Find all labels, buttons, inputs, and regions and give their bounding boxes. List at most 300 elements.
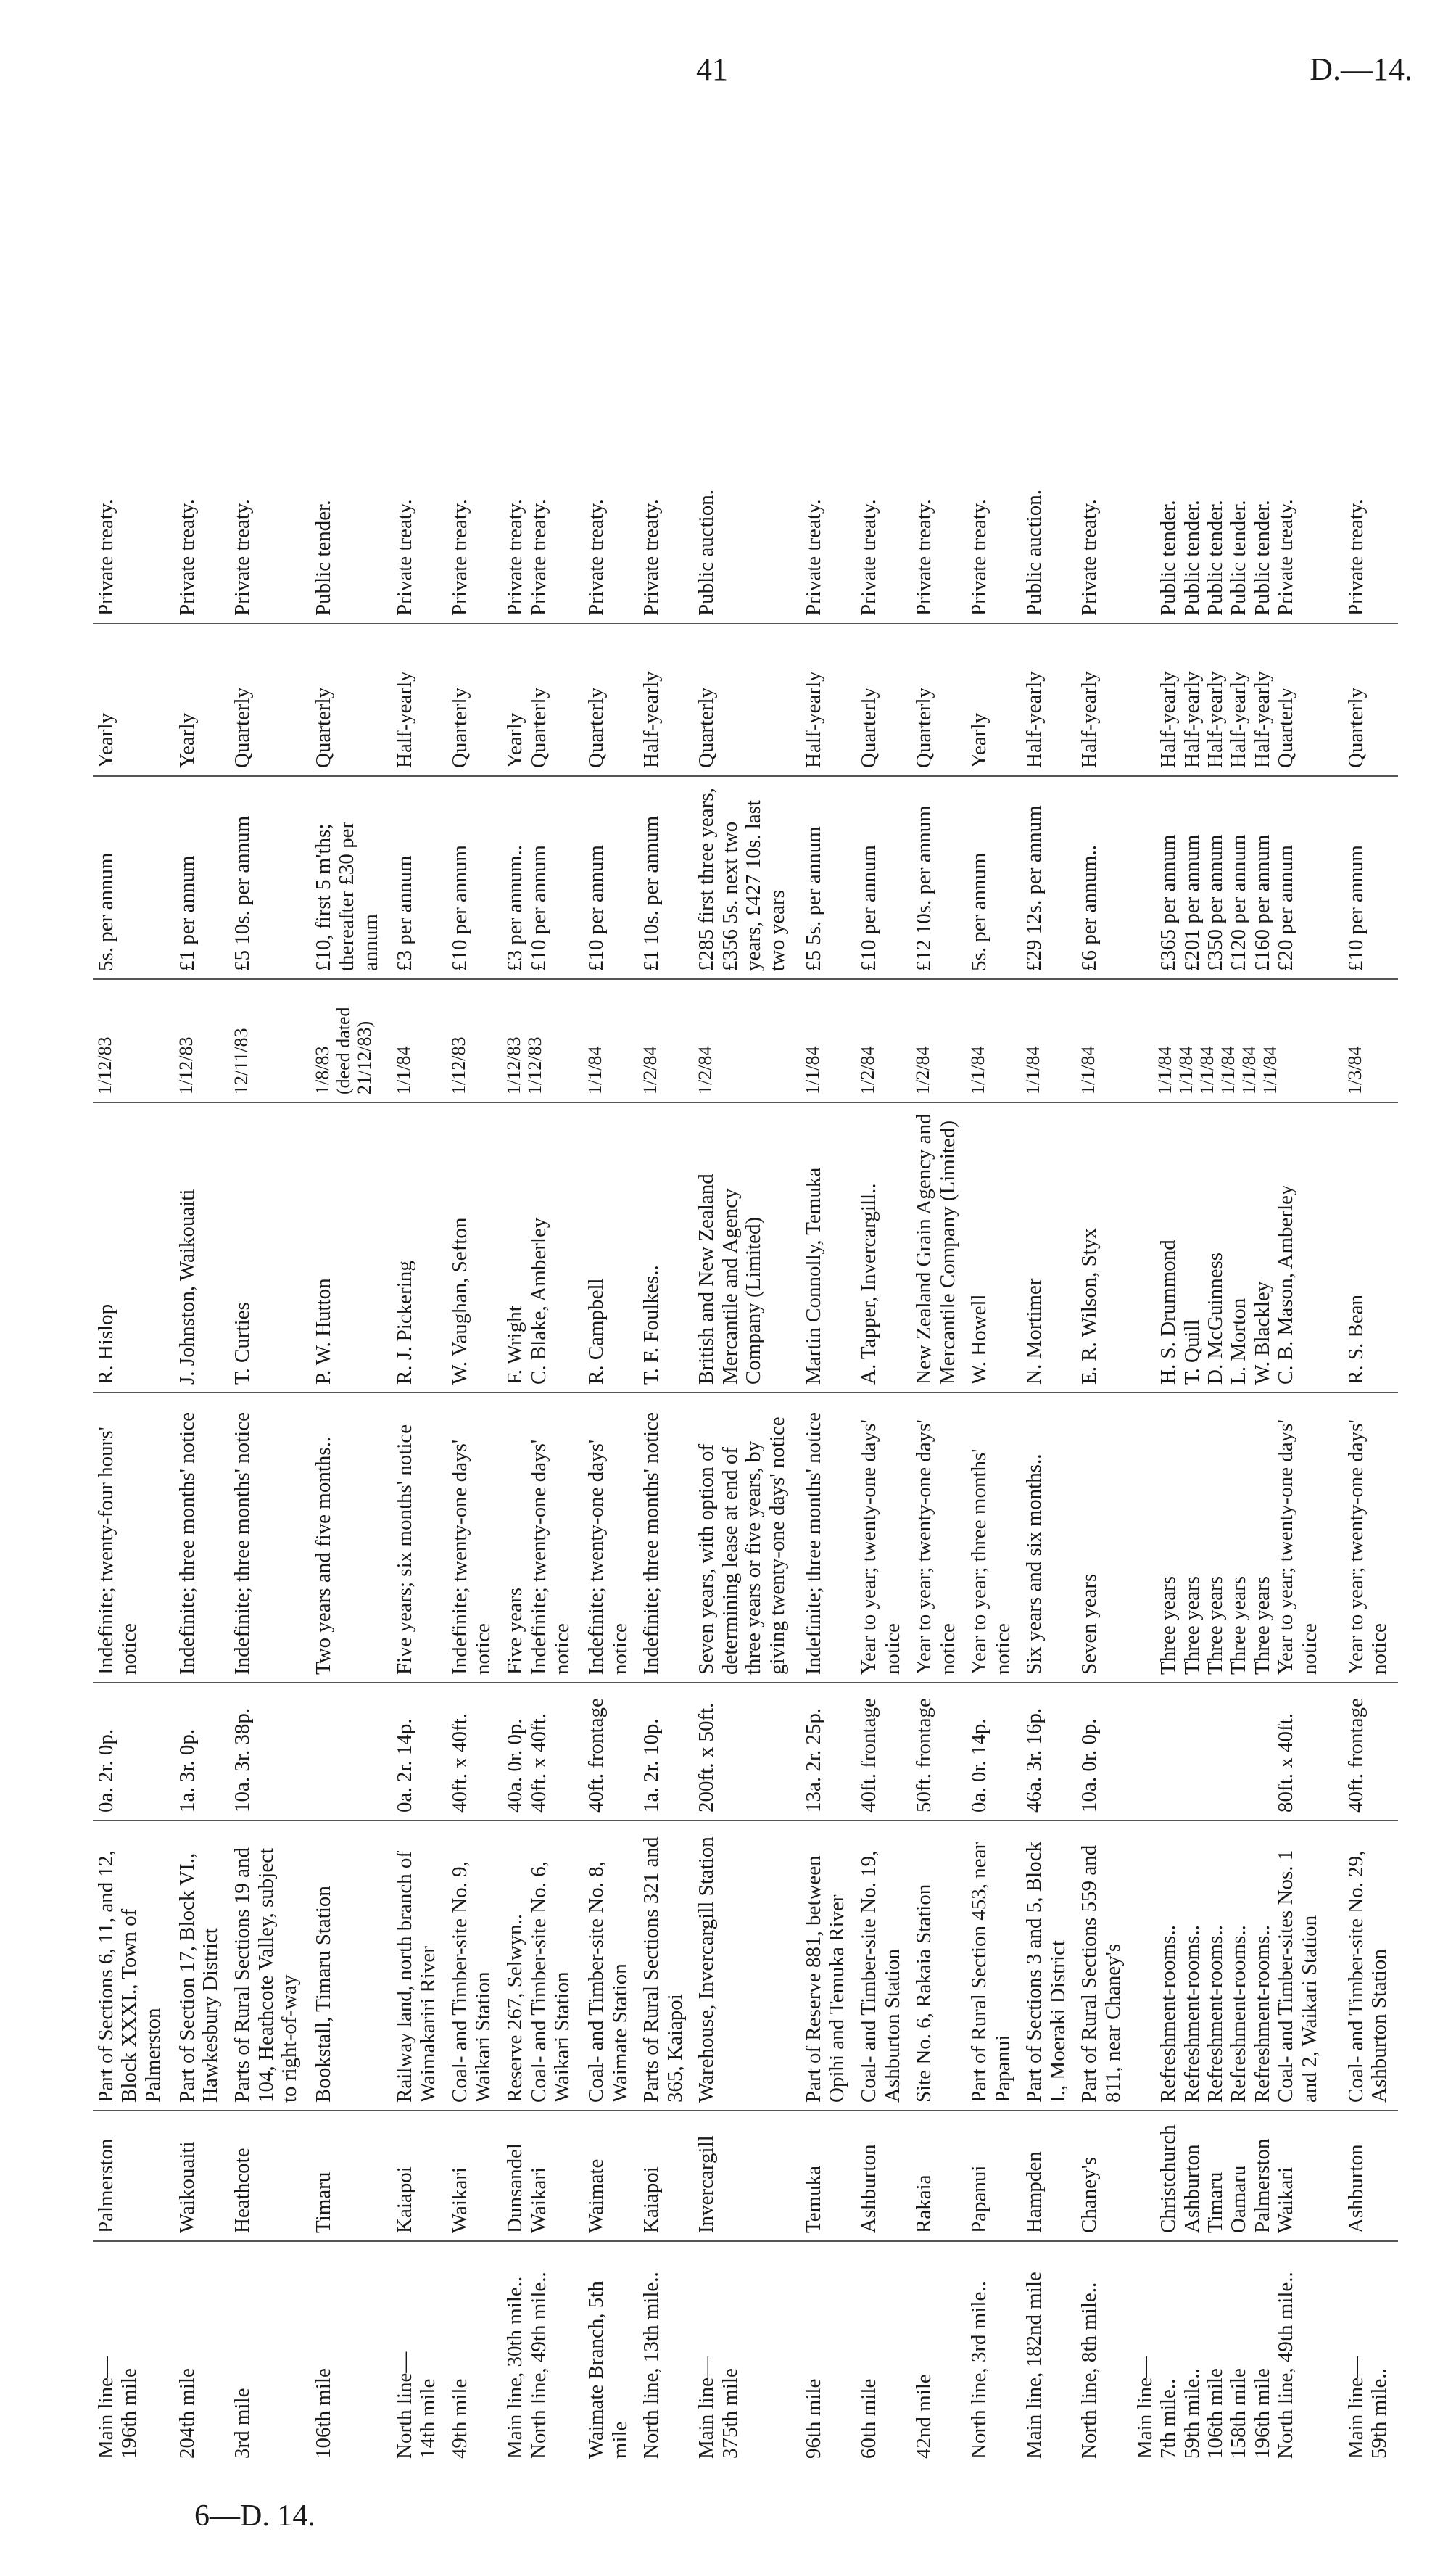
cell-term [966, 1393, 1021, 1683]
cell-text: 1/12/83 [448, 1036, 469, 1094]
cell-commenced [1343, 979, 1398, 1102]
cell-rental [447, 776, 502, 979]
cell-text: 40ft. frontage [1344, 1698, 1368, 1813]
cell-text: £29 12s. per annum [1022, 805, 1046, 971]
cell-text: 1/3/84 [1344, 1046, 1365, 1094]
cell-station [1343, 2111, 1398, 2241]
cell-text: Two years and five months.. [311, 1436, 335, 1675]
cell-text: Five years; six months' notice [392, 1424, 416, 1675]
cell-area [1132, 1683, 1343, 1820]
cell-station [856, 2111, 911, 2241]
cell-description [638, 1820, 693, 2111]
cell-payable [93, 624, 174, 776]
cell-lessee [638, 1102, 693, 1393]
cell-text: Private treaty. [912, 499, 936, 616]
cell-text: Coal- and Timber-site No. 9, Waikari Station [448, 1861, 495, 2103]
cell-description [801, 1820, 856, 2111]
cell-payable [966, 624, 1021, 776]
cell-text: Public tender. Public tender. Public tender. Public tender. Public tender. Private treaty. [1157, 499, 1298, 616]
cell-commenced [174, 979, 229, 1102]
cell-text: 60th mile [857, 2378, 881, 2459]
cell-text: 0a. 2r. 0p. [94, 1728, 117, 1813]
cell-text: Private treaty. [1077, 499, 1101, 616]
cell-text: Indefinite; three months' notice [175, 1412, 199, 1675]
cell-method [1132, 152, 1343, 624]
cell-position [801, 2241, 856, 2466]
cell-method [856, 152, 911, 624]
cell-text: £3 per annum [392, 855, 416, 971]
cell-text: T. F. Foulkes.. [640, 1265, 663, 1385]
cell-text: R. Campbell [584, 1278, 608, 1385]
cell-commenced [229, 979, 310, 1102]
cell-lessee [447, 1102, 502, 1393]
cell-text: Chaney's [1077, 2156, 1101, 2233]
cell-text: Waikouaiti [175, 2141, 199, 2233]
cell-station [1021, 2111, 1076, 2241]
cell-text: Yearly [94, 713, 117, 768]
cell-text: 40ft. frontage [857, 1698, 881, 1813]
cell-lessee [693, 1102, 801, 1393]
cell-rental [502, 776, 583, 979]
cell-text: Refreshment-rooms.. Refreshment-rooms.. Refreshment-rooms.. Refreshment-rooms.. Refreshment-rooms.. Coal- and Timber-sites Nos. 1 and 2, Waikari Station [1157, 1849, 1321, 2103]
cell-text: 1/1/84 [392, 1046, 414, 1094]
cell-text: Main line— 196th mile [94, 2356, 141, 2459]
cell-area [229, 1683, 310, 1820]
cell-commenced [447, 979, 502, 1102]
cell-text: 1/2/84 [857, 1046, 879, 1094]
cell-area [1343, 1683, 1398, 1820]
cell-text: Yearly Quarterly [503, 687, 550, 768]
cell-payable [693, 624, 801, 776]
cell-station [502, 2111, 583, 2241]
cell-text: 3rd mile [231, 2388, 255, 2459]
cell-text: 12/11/83 [231, 1028, 252, 1094]
cell-position [583, 2241, 638, 2466]
cell-text: Main line— 375th mile [695, 2356, 742, 2459]
cell-text: Public tender. [311, 500, 335, 616]
cell-term [911, 1393, 966, 1683]
cell-position [1021, 2241, 1076, 2466]
table-row [1132, 152, 1343, 2466]
cell-payable [392, 624, 447, 776]
cell-text: 1a. 2r. 10p. [640, 1718, 663, 1813]
table-row [1076, 152, 1131, 2466]
cell-method [1343, 152, 1398, 624]
cell-text: 49th mile [448, 2378, 471, 2459]
cell-text: Site No. 6, Rakaia Station [912, 1884, 936, 2103]
cell-rental [229, 776, 310, 979]
cell-text: Private treaty. [967, 499, 991, 616]
cell-text: Yearly [175, 713, 199, 768]
cell-lessee [1021, 1102, 1076, 1393]
cell-area [1076, 1683, 1131, 1820]
cell-text: 0a. 0r. 14p. [967, 1718, 991, 1813]
cell-area [392, 1683, 447, 1820]
cell-payable [1021, 624, 1076, 776]
cell-area [1021, 1683, 1076, 1820]
cell-text: Coal- and Timber-site No. 19, Ashburton Station [857, 1850, 904, 2103]
cell-description [856, 1820, 911, 2111]
cell-text: North line, 8th mile.. [1077, 2282, 1101, 2459]
cell-area [174, 1683, 229, 1820]
cell-method [502, 152, 583, 624]
cell-text: R. Hislop [94, 1303, 117, 1385]
cell-text: 106th mile [311, 2368, 335, 2459]
cell-text: £10 per annum [584, 845, 608, 971]
cell-rental [693, 776, 801, 979]
cell-text: Private treaty. [175, 499, 199, 616]
cell-description [1076, 1820, 1131, 2111]
table-row [801, 152, 856, 2466]
cell-text: 96th mile [802, 2378, 825, 2459]
cell-text: 13a. 2r. 25p. [802, 1707, 825, 1813]
cell-commenced [93, 979, 174, 1102]
cell-description [1132, 1820, 1343, 2111]
cell-method [966, 152, 1021, 624]
cell-text: Half-yearly [802, 671, 825, 768]
cell-rental [1132, 776, 1343, 979]
cell-description [174, 1820, 229, 2111]
cell-station [229, 2111, 310, 2241]
cell-rental [801, 776, 856, 979]
cell-text: E. R. Wilson, Styx [1077, 1228, 1101, 1385]
table-row [693, 152, 801, 2466]
cell-text: Kaiapoi [640, 2166, 663, 2233]
cell-rental [1343, 776, 1398, 979]
cell-text: Parts of Rural Sections 19 and 104, Heathcote Valley, subject to right-of-way [231, 1847, 301, 2103]
table-row [174, 152, 229, 2466]
cell-text: Part of Reserve 881, between Opihi and Temuka River [802, 1855, 849, 2103]
cell-text: £10 per annum [448, 845, 471, 971]
cell-description [1021, 1820, 1076, 2111]
table-row [93, 152, 174, 2466]
cell-position [310, 2241, 392, 2466]
cell-term [1343, 1393, 1398, 1683]
cell-area [502, 1683, 583, 1820]
table-row [1021, 152, 1076, 2466]
cell-term [310, 1393, 392, 1683]
cell-text: Papanui [967, 2165, 991, 2233]
cell-text: Coal- and Timber-site No. 8, Waimate Station [584, 1861, 632, 2103]
cell-text: 200ft. x 50ft. [695, 1702, 719, 1813]
cell-text: Indefinite; twenty-four hours' notice [94, 1427, 141, 1675]
table-row [583, 152, 638, 2466]
cell-text: R. J. Pickering [392, 1261, 416, 1385]
cell-text: £3 per annum.. £10 per annum [503, 845, 550, 971]
cell-text: 1/2/84 [912, 1046, 934, 1094]
cell-description [1343, 1820, 1398, 2111]
cell-method [1021, 152, 1076, 624]
cell-lessee [801, 1102, 856, 1393]
cell-text: Public auction. [1022, 490, 1046, 616]
cell-method [693, 152, 801, 624]
cell-text: Private treaty. [857, 499, 881, 616]
cell-method [638, 152, 693, 624]
cell-text: 1/1/84 [1022, 1046, 1044, 1094]
cell-text: Martin Connolly, Temuka [802, 1167, 825, 1385]
cell-text: 1a. 3r. 0p. [175, 1728, 199, 1813]
cell-payable [1132, 624, 1343, 776]
cell-commenced [801, 979, 856, 1102]
cell-position [638, 2241, 693, 2466]
cell-area [310, 1683, 392, 1820]
cell-payable [502, 624, 583, 776]
cell-text: Year to year; twenty-one days' notice [1344, 1419, 1391, 1675]
cell-text: Private treaty. [94, 499, 117, 616]
cell-lessee [502, 1102, 583, 1393]
cell-position [1076, 2241, 1131, 2466]
cell-text: Main line, 30th mile.. North line, 49th mile.. [503, 2272, 550, 2459]
cell-text: North line, 13th mile.. [640, 2272, 663, 2459]
cell-area [693, 1683, 801, 1820]
cell-description [966, 1820, 1021, 2111]
cell-text: £1 10s. per annum [640, 815, 663, 971]
cell-commenced [966, 979, 1021, 1102]
cell-commenced [856, 979, 911, 1102]
cell-rental [856, 776, 911, 979]
cell-text: Quarterly [231, 687, 255, 768]
cell-text: Private treaty. [802, 499, 825, 616]
cell-payable [583, 624, 638, 776]
cell-text: W. Vaughan, Sefton [448, 1217, 471, 1385]
cell-station [174, 2111, 229, 2241]
cell-text: 0a. 2r. 14p. [392, 1718, 416, 1813]
cell-text: J. Johnston, Waikouaiti [175, 1189, 199, 1385]
cell-text: Kaiapoi [392, 2166, 416, 2233]
cell-text: 10a. 0r. 0p. [1077, 1718, 1101, 1813]
table-row [502, 152, 583, 2466]
cell-text: 40a. 0r. 0p. 40ft. x 40ft. [503, 1713, 550, 1813]
cell-text: Year to year; twenty-one days' notice [857, 1419, 904, 1675]
cell-position [1343, 2241, 1398, 2466]
cell-position [693, 2241, 801, 2466]
cell-commenced [310, 979, 392, 1102]
cell-text: Christchurch Ashburton Timaru Oamaru Palmerston Waikari [1157, 2124, 1298, 2233]
cell-text: £10 per annum [857, 845, 881, 971]
cell-text: Half-yearly Half-yearly Half-yearly Half-yearly Half-yearly Quarterly [1157, 671, 1298, 768]
cell-commenced [911, 979, 966, 1102]
cell-text: Quarterly [912, 687, 936, 768]
cell-term [693, 1393, 801, 1683]
cell-text: Half-yearly [1022, 671, 1046, 768]
cell-term [856, 1393, 911, 1683]
cell-text: Main line, 182nd mile [1022, 2272, 1046, 2459]
cell-payable [229, 624, 310, 776]
cell-position [229, 2241, 310, 2466]
cell-station [693, 2111, 801, 2241]
cell-description [911, 1820, 966, 2111]
cell-description [447, 1820, 502, 2111]
table-row [447, 152, 502, 2466]
cell-station [1132, 2111, 1343, 2241]
cell-payable [911, 624, 966, 776]
cell-text: Main line— 7th mile.. 59th mile.. 106th mile 158th mile 196th mile North line, 49th mile.. [1133, 2272, 1298, 2459]
cell-text: 1/1/84 1/1/84 1/1/84 1/1/84 1/1/84 1/1/84 [1154, 1046, 1281, 1094]
cell-area [801, 1683, 856, 1820]
cell-station [93, 2111, 174, 2241]
cell-lessee [1132, 1102, 1343, 1393]
cell-text: Part of Sections 3 and 5, Block I., Moeraki District [1022, 1841, 1070, 2103]
cell-term [1021, 1393, 1076, 1683]
cell-rental [93, 776, 174, 979]
cell-lessee [229, 1102, 310, 1393]
cell-text: Seven years, with option of determining lease at end of three years or five years, by giving twenty-one days' notice [695, 1416, 789, 1675]
cell-method [229, 152, 310, 624]
cell-lessee [1076, 1102, 1131, 1393]
cell-description [693, 1820, 801, 2111]
cell-rental [310, 776, 392, 979]
cell-text: 204th mile [175, 2368, 199, 2459]
cell-text: Private treaty. [448, 499, 471, 616]
cell-text: 1/12/83 1/12/83 [503, 1036, 546, 1094]
cell-position [392, 2241, 447, 2466]
cell-text: F. Wright C. Blake, Amberley [503, 1217, 550, 1385]
cell-text: £10, first 5 m'ths; thereafter £30 per annum [311, 821, 382, 971]
cell-text: Main line— 59th mile.. [1344, 2356, 1391, 2459]
cell-payable [856, 624, 911, 776]
cell-position [447, 2241, 502, 2466]
cell-description [93, 1820, 174, 2111]
cell-method [447, 152, 502, 624]
cell-text: Half-yearly [640, 671, 663, 768]
cell-station [911, 2111, 966, 2241]
cell-text: Six years and six months.. [1022, 1453, 1046, 1675]
cell-description [583, 1820, 638, 2111]
cell-rental [174, 776, 229, 979]
cell-text: Temuka [802, 2166, 825, 2233]
cell-lessee [392, 1102, 447, 1393]
cell-payable [1343, 624, 1398, 776]
cell-station [583, 2111, 638, 2241]
cell-station [966, 2111, 1021, 2241]
cell-text: Railway land, north branch of Waimakariri River [392, 1850, 440, 2103]
cell-description [310, 1820, 392, 2111]
cell-term [801, 1393, 856, 1683]
cell-position [911, 2241, 966, 2466]
cell-position [93, 2241, 174, 2466]
cell-station [801, 2111, 856, 2241]
cell-text: British and New Zealand Mercantile and Agency Company (Limited) [695, 1174, 766, 1385]
page-number: 41 [696, 51, 728, 87]
lease-table [93, 152, 1398, 2466]
cell-text: £12 10s. per annum [912, 805, 936, 971]
cell-text: R. S. Bean [1344, 1294, 1368, 1385]
cell-text: Quarterly [1344, 687, 1368, 768]
cell-text: P. W. Hutton [311, 1278, 335, 1385]
cell-commenced [1021, 979, 1076, 1102]
cell-method [310, 152, 392, 624]
cell-lessee [966, 1102, 1021, 1393]
cell-method [583, 152, 638, 624]
cell-area [638, 1683, 693, 1820]
cell-method [911, 152, 966, 624]
cell-station [447, 2111, 502, 2241]
cell-text: Timaru [311, 2172, 335, 2233]
cell-term [174, 1393, 229, 1683]
table-row [966, 152, 1021, 2466]
cell-text: Half-yearly [1077, 671, 1101, 768]
cell-position [174, 2241, 229, 2466]
cell-text: Heathcote [231, 2148, 255, 2233]
cell-text: North line— 14th mile [392, 2351, 440, 2459]
table-row [911, 152, 966, 2466]
cell-payable [638, 624, 693, 776]
cell-text: New Zealand Grain Agency and Mercantile Company (Limited) [912, 1113, 959, 1385]
cell-rental [638, 776, 693, 979]
cell-text: Private treaty. [640, 499, 663, 616]
cell-text: 1/2/84 [695, 1046, 716, 1094]
cell-text: Half-yearly [392, 671, 416, 768]
cell-method [93, 152, 174, 624]
cell-lessee [310, 1102, 392, 1393]
cell-text: Yearly [967, 713, 991, 768]
cell-text: Quarterly [695, 687, 719, 768]
cell-text: Three years Three years Three years Three years Three years Year to year; twenty-one days' notice [1157, 1419, 1321, 1675]
cell-text: Ashburton [1344, 2144, 1368, 2233]
cell-text: Private treaty. [584, 499, 608, 616]
cell-text: Quarterly [857, 687, 881, 768]
cell-payable [310, 624, 392, 776]
cell-text: Indefinite; three months' notice [640, 1412, 663, 1675]
cell-position [966, 2241, 1021, 2466]
cell-description [502, 1820, 583, 2111]
cell-text: Part of Rural Sections 559 and 811, near Chaney's [1077, 1844, 1125, 2103]
cell-text: Indefinite; twenty-one days' notice [584, 1439, 632, 1675]
cell-text: £285 first three years, £356 5s. next two years, £427 10s. last two years [695, 788, 789, 971]
cell-text: Bookstall, Timaru Station [311, 1886, 335, 2103]
cell-text: Indefinite; three months' notice [802, 1412, 825, 1675]
table-row [392, 152, 447, 2466]
cell-text: Private treaty. [231, 499, 255, 616]
cell-text: Dunsandel Waikari [503, 2143, 550, 2233]
cell-text: Quarterly [584, 687, 608, 768]
cell-text: 1/1/84 [802, 1046, 823, 1094]
cell-position [1132, 2241, 1343, 2466]
cell-method [1076, 152, 1131, 624]
cell-rental [966, 776, 1021, 979]
cell-text: Coal- and Timber-site No. 29, Ashburton Station [1344, 1850, 1391, 2103]
cell-text: £5 5s. per annum [802, 826, 825, 971]
cell-rental [583, 776, 638, 979]
cell-text: Private treaty. [392, 499, 416, 616]
cell-text: Quarterly [311, 687, 335, 768]
table-row [1343, 152, 1398, 2466]
cell-text: Part of Rural Section 453, near Papanui [967, 1842, 1014, 2103]
cell-text: Seven years [1077, 1573, 1101, 1675]
cell-text: £365 per annum £201 per annum £350 per annum £120 per annum £160 per annum £20 per annum [1157, 834, 1298, 971]
cell-rental [392, 776, 447, 979]
cell-text: £6 per annum.. [1077, 845, 1101, 971]
cell-payable [174, 624, 229, 776]
cell-text: W. Howell [967, 1294, 991, 1385]
cell-text: North line, 3rd mile.. [967, 2281, 991, 2459]
cell-text: Indefinite; three months' notice [231, 1412, 255, 1675]
cell-rental [911, 776, 966, 979]
cell-text: H. S. Drummond T. Quill D. McGuinness L. Morton W. Blackley C. B. Mason, Amberley [1157, 1184, 1298, 1385]
cell-lessee [1343, 1102, 1398, 1393]
cell-text: 50ft. frontage [912, 1698, 936, 1813]
cell-text: Parts of Rural Sections 321 and 365, Kaiapoi [640, 1836, 687, 2103]
cell-commenced [638, 979, 693, 1102]
cell-text: T. Curties [231, 1302, 255, 1385]
cell-payable [447, 624, 502, 776]
cell-lessee [583, 1102, 638, 1393]
cell-text: Private treaty. [1344, 499, 1368, 616]
cell-station [392, 2111, 447, 2241]
cell-term [229, 1393, 310, 1683]
cell-text: Year to year; three months' notice [967, 1448, 1014, 1675]
cell-commenced [1132, 979, 1343, 1102]
